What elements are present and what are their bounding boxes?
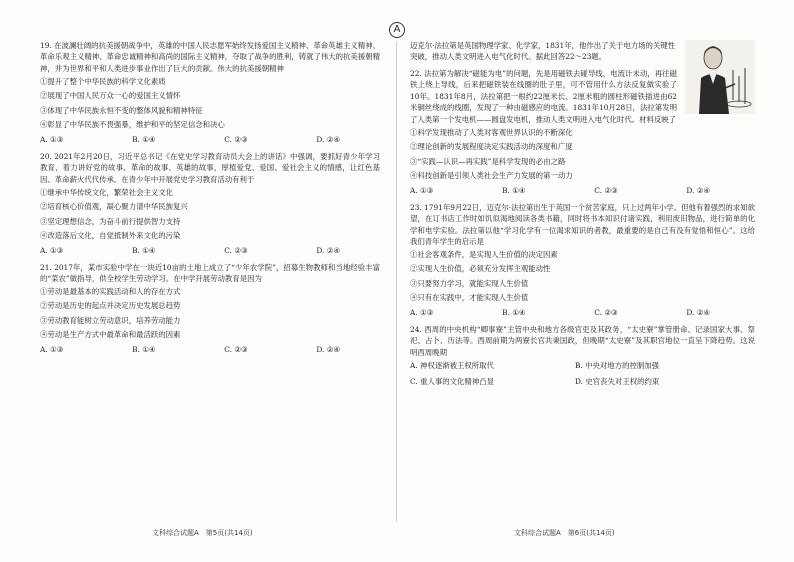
question-23-choices xyxy=(410,305,710,318)
question-21-option-4: ④劳动是生产方式中最革命和最活跃的因素 xyxy=(40,330,181,340)
question-21-choices xyxy=(40,342,340,355)
question-23-option-2: ②实现人生价值，必须充分发挥主观能动性 xyxy=(410,264,551,274)
question-22-option-4: ④科技创新是引领人类社会生产力发展的第一动力 xyxy=(410,171,573,181)
question-24-stem: 24. 西周的中央机构“卿事寮”主管中央和地方各级官吏及其政务，“太史寮”掌管册命、记录国家大事、祭祀、占卜、历法等。西周前期为两寮长官共秉国政，但晚期“太史寮”及其职官地位一直呈下降趋势。这说明西周晚期 xyxy=(410,324,755,357)
question-19-option-2: ②展现了中国人民万众一心的爱国主义情怀 xyxy=(40,91,181,101)
question-20-option-2: ②培育核心价值观，凝心聚力谱中华民族复兴 xyxy=(40,202,188,212)
left-page-column xyxy=(40,40,380,361)
left-page-footer: 文科综合试题A 第5页(共14页) xyxy=(152,529,253,537)
page-divider xyxy=(396,42,397,522)
question-23-option-4: ④只有在实践中，才能实现人生价值 xyxy=(410,293,529,303)
choice-a[interactable]: A. ①③ xyxy=(40,345,64,355)
question-24 xyxy=(410,324,755,387)
choice-d[interactable]: D. ②④ xyxy=(316,135,340,145)
choice-d[interactable]: D. ②④ xyxy=(316,246,340,256)
choice-d[interactable]: D. ②④ xyxy=(686,308,710,318)
choice-a[interactable]: A. 神权逐渐被王权所取代 xyxy=(410,361,494,371)
question-20-choices xyxy=(40,243,340,256)
question-23-option-3: ③只要努力学习，就能实现人生价值 xyxy=(410,278,529,288)
question-22-option-1: ①科学发现推动了人类对客观世界认识的不断深化 xyxy=(410,127,573,137)
question-21-stem: 21. 2017年，某市实验中学在一块近10亩的土地上成立了“少年农学院”，招募生物教师和当地经验丰富的“菜农”做指导，供全校学生劳动学习。在中学开展劳动教育是因为 xyxy=(40,262,380,283)
faraday-portrait-image xyxy=(685,40,755,114)
choice-b[interactable]: B. ①④ xyxy=(502,186,526,196)
choice-c[interactable]: C. ②③ xyxy=(224,135,248,145)
question-19-choices xyxy=(40,132,340,145)
faraday-intro xyxy=(410,40,755,63)
question-23-option-1: ①社会客观条件，是实现人生价值的决定因素 xyxy=(410,250,558,259)
question-21 xyxy=(40,262,380,356)
question-22-option-3: ③“实践—认识—再实践”是科学发现的必由之路 xyxy=(410,156,566,166)
choice-b[interactable]: B. ①④ xyxy=(502,308,526,318)
question-23 xyxy=(410,202,755,319)
question-20-option-3: ③坚定理想信念，为奋斗前行提供智力支持 xyxy=(40,216,181,226)
choice-a[interactable]: A. ①③ xyxy=(410,186,434,196)
question-22-choices xyxy=(410,183,710,196)
question-21-option-3: ③劳动教育能树立劳动意识，培养劳动能力 xyxy=(40,315,181,325)
choice-c[interactable]: C. ②③ xyxy=(594,308,618,318)
question-21-option-1: ①劳动是最基本的实践活动和人的存在方式 xyxy=(40,286,181,296)
choice-b[interactable]: B. 中央对地方的控制加强 xyxy=(575,361,660,371)
question-22-option-2: ②理论创新的发展程度决定实践活动的深度和广度 xyxy=(410,142,573,152)
question-20-option-4: ④改造落后文化，自觉抵制外来文化的污染 xyxy=(40,231,181,241)
question-19-option-4: ④彰显了中华民族不畏强暴，维护和平的坚定信念和决心 xyxy=(40,120,225,130)
choice-b[interactable]: B. ①④ xyxy=(132,246,156,256)
choice-a[interactable]: A. ①③ xyxy=(40,135,64,145)
question-19-option-1: ①提升了整个中华民族的科学文化素质 xyxy=(40,76,166,86)
choice-c[interactable]: C. ②③ xyxy=(224,246,248,256)
question-19-stem: 19. 在波澜壮阔的抗美援朝战争中，英雄的中国人民志愿军始终发扬爱国主义精神、革命英雄主义精神、革命乐观主义精神、革命忠诚精神和高尚的国际主义精神，夺取了战争的胜利，铸就了伟大的抗美援朝精神，并为世界和平和人类进步事业作出了巨大的贡献。伟大的抗美援朝精神 xyxy=(40,41,380,73)
choice-c[interactable]: C. ②③ xyxy=(224,345,248,355)
question-22-stem: 22. 法拉第为解决“磁能为电”的问题，先是用磁铁去碰导线，电流计未动，再往磁铁上绕上导线，后来把磁铁装在线圈的肚子里，可不管用什么方法反复做实验了10年。1831年8月，法拉第把一根约22厘米长、2厘米粗的圆柱形磁铁插进由62米铜丝绕成的线圈，发现了一种由磁感应的电流。1831年10月28日，法拉第发明了人类第一个发电机——圆盘发电机，推动人类文明进入电气化时代。材料反映了 xyxy=(410,68,677,124)
faraday-intro-text: 迈克尔·法拉第是英国物理学家、化学家，1831年，他作出了关于电力场的关键性突破，推动人类文明进入电气化时代。据此回答22～23题。 xyxy=(410,41,676,62)
choice-a[interactable]: A. ①③ xyxy=(410,308,434,318)
question-20 xyxy=(40,151,380,257)
choice-c[interactable]: C. 重人事的文化精神凸显 xyxy=(410,376,494,386)
question-19-option-3: ③体现了中华民族永恒不变的整体风貌和精神特征 xyxy=(40,105,203,115)
question-21-option-2: ②劳动是历史的起点并决定历史发展总趋势 xyxy=(40,301,181,311)
question-24-choices xyxy=(410,358,740,387)
choice-b[interactable]: B. ①④ xyxy=(132,345,156,355)
portrait-illustration xyxy=(685,40,755,114)
question-20-option-1: ①继承中华传统文化，繁荣社会主义文化 xyxy=(40,187,174,197)
choice-a[interactable]: A. ①③ xyxy=(40,246,64,256)
choice-b[interactable]: B. ①④ xyxy=(132,135,156,145)
choice-d[interactable]: D. ②④ xyxy=(316,345,340,355)
question-19 xyxy=(40,40,380,146)
choice-c[interactable]: C. ②③ xyxy=(594,186,618,196)
question-20-stem: 20. 2021年2月20日，习近平总书记《在党史学习教育动员大会上的讲话》中强调，要抓好青少年学习教育，着力讲好党的故事、革命的故事、英雄的故事，厚植爱党、爱国、爱社会主义的情感，让红色基因、革命薪火代代传承。在青少年中开展党史学习教育活动有利于 xyxy=(40,151,380,184)
question-23-stem: 23. 1791年9月22日，迈克尔·法拉第出生于英国一个贫苦家庭，只上过两年小学。但他有着强烈的求知欲望，在订书店工作时如饥似渴地阅读各类书籍，同时将书本知识付诸实践，利用废旧物品，进行简单的化学和电学实验。法拉第以他“学习化学有一位渴求知识的者教，最重要的是自己有没有觉悟和恒心”。这给我们青年学生的启示是 xyxy=(410,202,755,247)
choice-d[interactable]: D. ②④ xyxy=(686,186,710,196)
choice-d[interactable]: D. 史官丧失对王权的约束 xyxy=(575,376,660,386)
right-page-footer: 文科综合试题A 第6页(共14页) xyxy=(514,529,615,537)
right-page-column xyxy=(410,40,755,392)
paper-version-badge: A xyxy=(389,22,405,38)
